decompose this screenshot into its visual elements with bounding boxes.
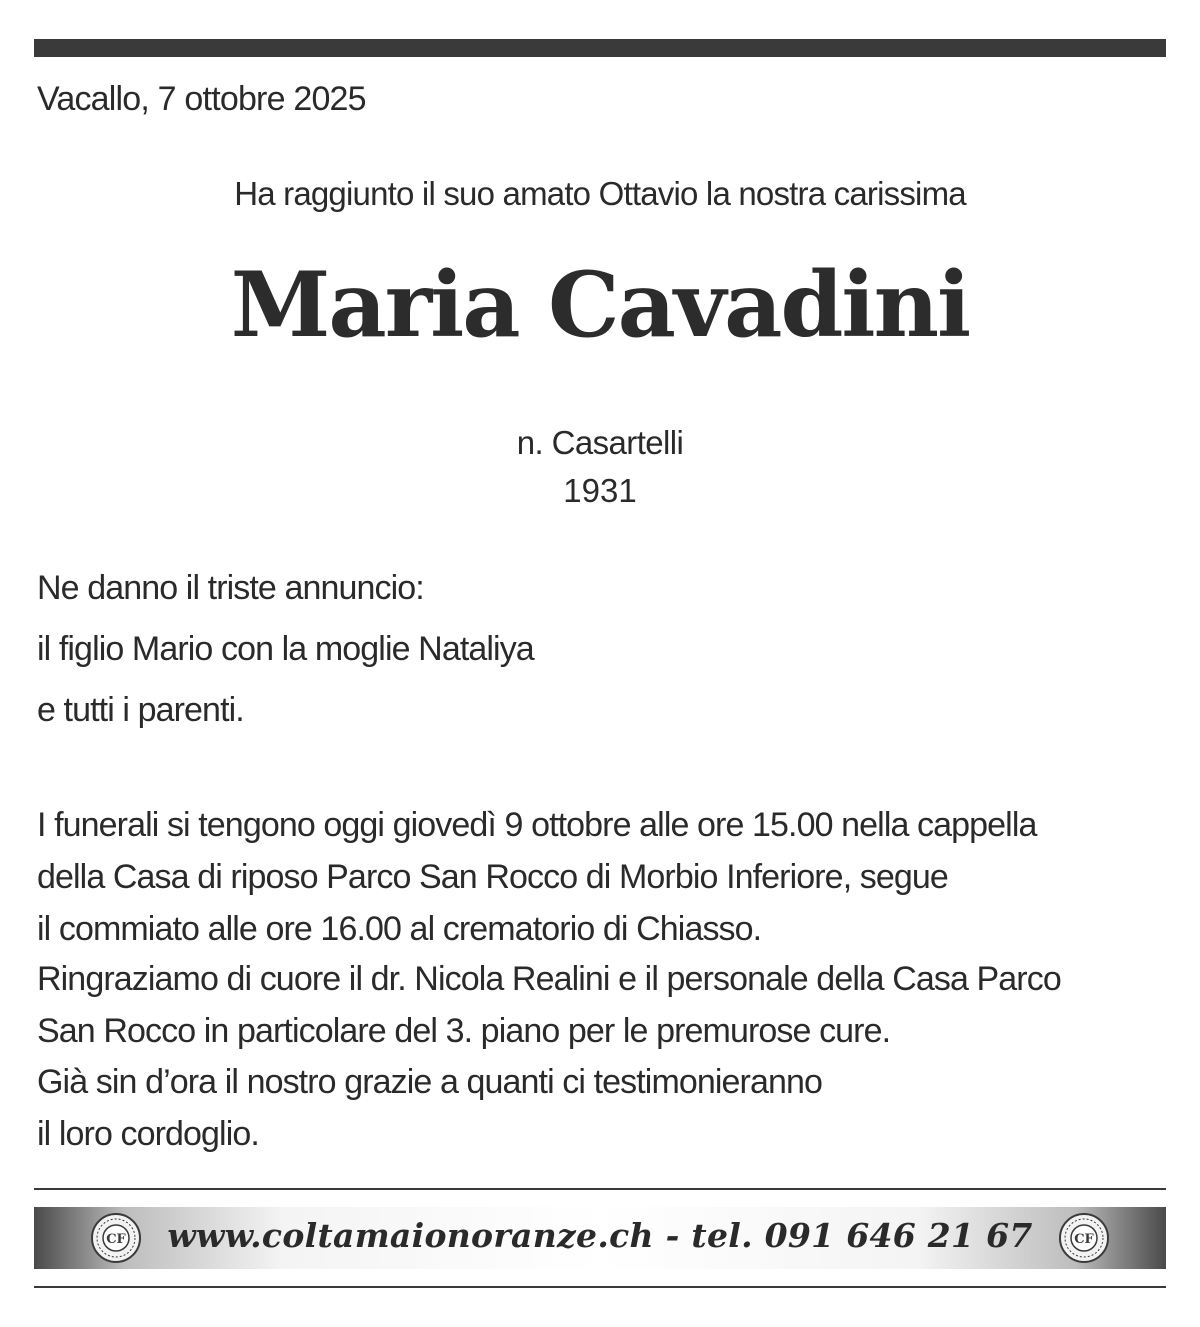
thanks-line: Ringraziamo di cuore il dr. Nicola Realini e il personale della Casa Parco	[37, 960, 1061, 998]
mourners-line: e tutti i parenti.	[37, 691, 244, 729]
footer-banner	[34, 1207, 1166, 1269]
funeral-line: della Casa di riposo Parco San Rocco di Morbio Inferiore, segue	[37, 858, 948, 896]
deceased-name: Maria Cavadini	[230, 252, 970, 358]
gratitude-paragraph	[37, 1056, 822, 1160]
funeral-line: I funerali si tengono oggi giovedì 9 ottobre alle ore 15.00 nella cappella	[37, 806, 1037, 844]
maiden-name: n. Casartelli	[516, 424, 684, 461]
intro-text: Ha raggiunto il suo amato Ottavio la nostra carissima	[234, 175, 966, 212]
svg-text:CF: CF	[106, 1232, 126, 1247]
funeral-line: il commiato alle ore 16.00 al crematorio di Chiasso.	[37, 910, 762, 948]
svg-text:CF: CF	[1074, 1232, 1094, 1247]
funeral-home-seal-icon	[1058, 1212, 1110, 1264]
footer-bottom-rule	[34, 1286, 1166, 1288]
gratitude-line: il loro cordoglio.	[37, 1115, 259, 1153]
birth-year: 1931	[563, 472, 637, 509]
footer-top-rule	[34, 1188, 1166, 1190]
place-date: Vacallo, 7 ottobre 2025	[37, 80, 366, 118]
mourners-line: il figlio Mario con la moglie Nataliya	[37, 630, 534, 668]
mourners-block	[37, 565, 534, 748]
gratitude-line: Già sin d’ora il nostro grazie a quanti ci testimonieranno	[37, 1063, 823, 1101]
funeral-paragraph	[37, 799, 1037, 955]
footer-contact: www.coltamaionoranze.ch - tel. 091 646 21 67	[167, 1216, 1033, 1255]
thanks-paragraph	[37, 953, 1061, 1057]
top-rule	[34, 39, 1166, 57]
thanks-line: San Rocco in particolare del 3. piano per le premurose cure.	[37, 1012, 891, 1050]
mourners-line: Ne danno il triste annuncio:	[37, 569, 424, 607]
